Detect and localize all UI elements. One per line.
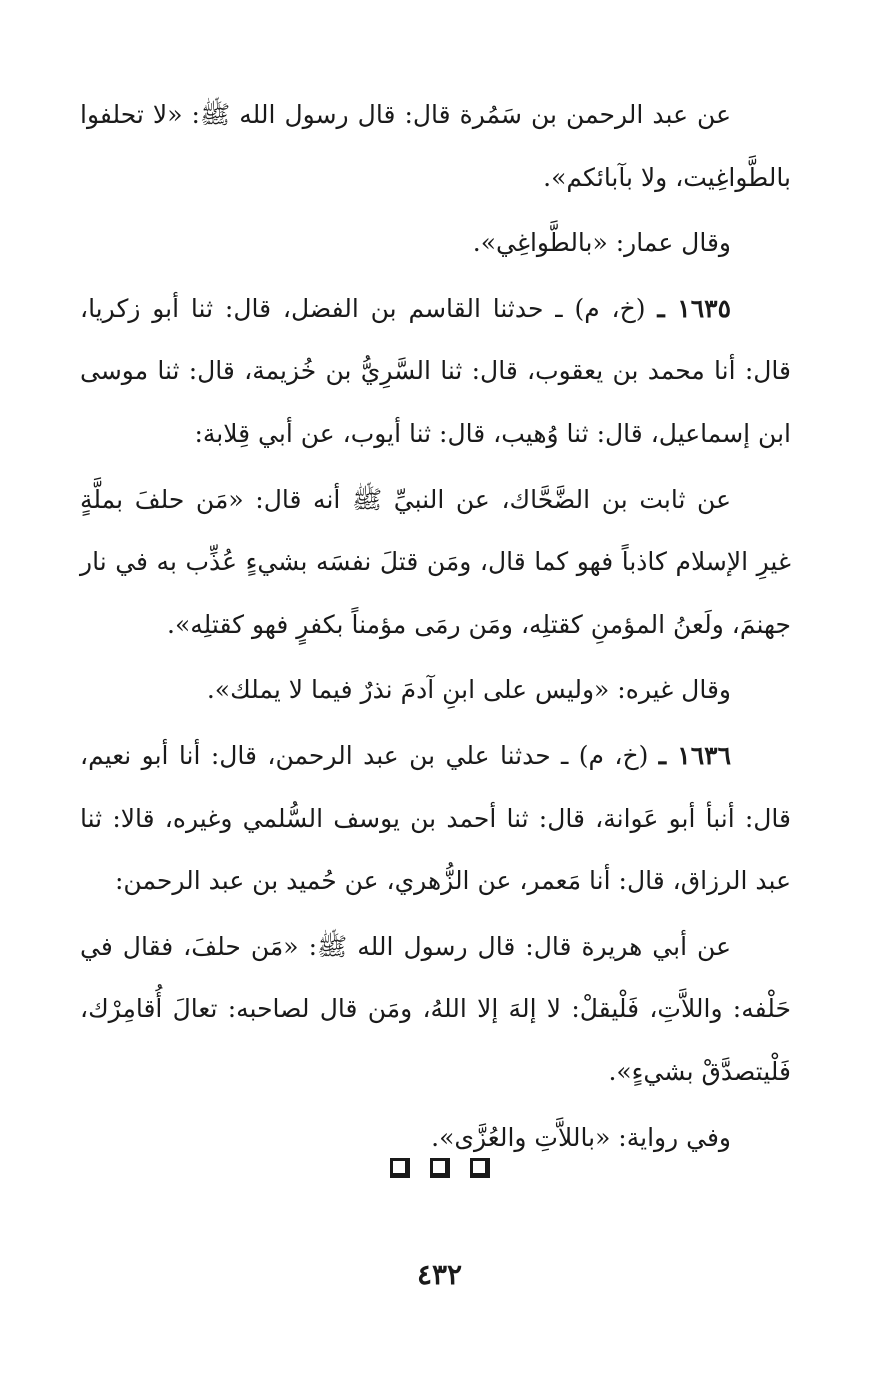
- text-line: (خ، م) ـ حدثنا القاسم بن الفضل، قال: ثنا أبو زكريا،: [80, 293, 658, 323]
- separator-square-icon: [430, 1158, 450, 1178]
- separator-square-icon: [390, 1158, 410, 1178]
- text-line: عن أبي هريرة قال: قال رسول الله ﷺ: «مَن حلفَ، فقال في: [80, 931, 731, 961]
- section-separator: [0, 1158, 879, 1178]
- text-line: ثنا عبد الرزاق، قال: أنا مَعمر، عن الزُّهري، عن حُميد بن عبد الرحمن:: [80, 803, 791, 896]
- text-line: (خ، م) ـ حدثنا علي بن عبد الرحمن، قال: أنا أبو نعيم،: [80, 740, 659, 770]
- hadith-number: ١٦٣٦ ـ: [658, 740, 732, 770]
- text-line: وقال عمار: «بالطَّواغِي».: [472, 228, 731, 258]
- paragraph-hadith-text: [80, 916, 791, 1104]
- text-line: عن عبد الرحمن بن سَمُرة قال: قال رسول الله ﷺ: «لا تحلفوا: [80, 100, 731, 129]
- text-line: بالطَّواغِيت، ولا بآبائكم».: [543, 162, 791, 192]
- text-line: قال: أنا محمد بن يعقوب، قال: ثنا السَّرِيُّ بن خُزيمة، قال: ثنا موسى: [80, 356, 791, 386]
- paragraph-variant-note: [80, 659, 791, 722]
- paragraph-hadith-text: [80, 84, 791, 209]
- paragraph-isnad-1635: [80, 278, 791, 466]
- text-line: غيرِ الإسلام كاذباً فهو كما قال، ومَن قتلَ نفسَه بشيءٍ عُذِّب به في نار: [80, 547, 791, 577]
- hadith-number: ١٦٣٥ ـ: [657, 293, 731, 323]
- text-line: فَلْيتصدَّقْ بشيءٍ».: [608, 1056, 791, 1086]
- text-line: وفي رواية: «باللاَّتِ والعُزَّى».: [431, 1122, 731, 1152]
- hadith-text-block: [80, 84, 791, 1169]
- text-line: ابن إسماعيل، قال: ثنا وُهيب، قال: ثنا أيوب، عن أبي قِلابة:: [194, 418, 791, 448]
- paragraph-isnad-1636: [80, 725, 791, 913]
- text-line: وقال غيره: «وليس على ابنِ آدمَ نذرٌ فيما لا يملك».: [206, 675, 731, 705]
- page-number: ٤٣٢: [416, 1258, 463, 1291]
- text-line: عن ثابت بن الضَّحَّاك، عن النبيِّ ﷺ أنه قال: «مَن حلفَ بملَّةٍ: [80, 484, 731, 514]
- paragraph-variant-note: [80, 212, 791, 275]
- separator-square-icon: [470, 1158, 490, 1178]
- text-line: جهنمَ، ولَعنُ المؤمنِ كقتلِه، ومَن رمَى مؤمناً بكفرٍ فهو كقتلِه».: [167, 609, 791, 639]
- text-line: حَلْفه: واللاَّتِ، فَلْيقلْ: لا إلهَ إلا اللهُ، ومَن قال لصاحبه: تعالَ أُقامِرْك،: [80, 994, 791, 1024]
- paragraph-hadith-text: [80, 469, 791, 657]
- text-line: قال: أنبأ أبو عَوانة، قال: ثنا أحمد بن يوسف السُّلمي وغيره، قالا:: [112, 803, 791, 833]
